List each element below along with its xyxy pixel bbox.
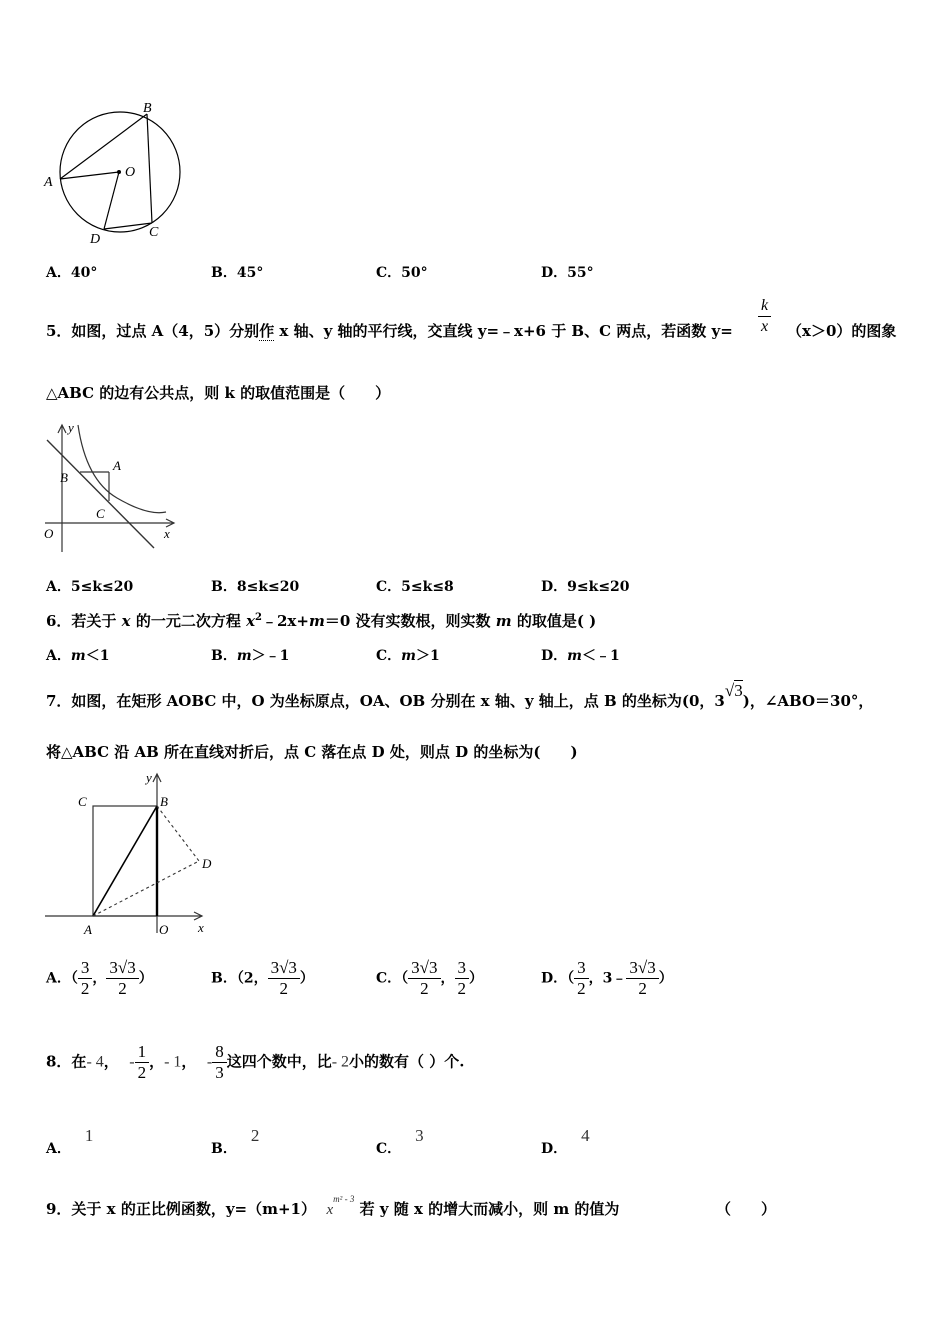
frac-num: 3 xyxy=(455,958,470,979)
q8-frac-4 xyxy=(212,1042,227,1083)
frac-den: 2 xyxy=(638,979,647,998)
q4-option-a[interactable] xyxy=(46,262,97,282)
option-close: ） xyxy=(658,970,673,987)
option-text: ＜1 xyxy=(85,648,110,664)
frac-num: 8 xyxy=(212,1042,227,1063)
option-letter: C． xyxy=(376,265,402,281)
q6-text-3: ＝0 没有实数根，则实数 xyxy=(324,612,496,630)
option-letter: A． xyxy=(46,1141,71,1157)
frac-den: 3 xyxy=(215,1063,224,1082)
frac-1 xyxy=(574,958,589,999)
q7-text-2: )，∠ABO＝30°， xyxy=(742,692,874,710)
q6-eq-m: m xyxy=(308,612,325,630)
option-letter: C． xyxy=(376,579,402,595)
q6-text-1: 6．若关于 xyxy=(46,612,122,630)
q9-power-base: x xyxy=(326,1202,334,1218)
option-letter: A．（ xyxy=(46,970,78,987)
q5-stem-line1 xyxy=(46,320,733,341)
q8-num-1: - 4 xyxy=(86,1053,104,1071)
option-var: m xyxy=(70,648,86,664)
q5-option-b[interactable] xyxy=(211,576,299,596)
option-text: 55° xyxy=(567,265,594,281)
frac-num: 3√3 xyxy=(106,958,138,979)
q6-eq-x: x xyxy=(246,612,256,630)
frac-1 xyxy=(408,958,440,999)
q8-stem xyxy=(46,1042,465,1083)
q5-suffix: （x＞0）的图象 xyxy=(787,322,897,340)
option-text: ＞﹣1 xyxy=(251,648,290,664)
q4-option-b[interactable] xyxy=(211,262,263,282)
frac-2 xyxy=(626,958,658,999)
label-a: A xyxy=(113,458,121,473)
option-value: 2 xyxy=(250,1126,260,1145)
option-text: ＞1 xyxy=(415,648,440,664)
option-text: 8≤k≤20 xyxy=(236,579,300,595)
q7-option-d[interactable] xyxy=(541,958,673,999)
option-text: 5≤k≤8 xyxy=(401,579,454,595)
q8-comma-1: ， xyxy=(103,1052,119,1071)
q5-option-a[interactable] xyxy=(46,576,133,596)
option-close: ） xyxy=(469,970,483,987)
q8-option-b[interactable] xyxy=(211,1126,260,1157)
option-close: ） xyxy=(299,970,314,987)
option-sep: ， xyxy=(440,970,455,987)
option-var: m xyxy=(236,648,252,664)
q6-option-a[interactable] xyxy=(46,645,109,665)
label-b: B xyxy=(60,470,68,485)
option-var: m xyxy=(401,648,416,664)
option-letter: D． xyxy=(541,1141,568,1157)
q6-eq-rest: ﹣2x+ xyxy=(262,612,309,630)
option-value: 4 xyxy=(581,1126,590,1145)
option-text: 5≤k≤20 xyxy=(70,579,134,595)
frac-num: 1 xyxy=(135,1042,150,1063)
frac-denominator: x xyxy=(761,318,769,335)
frac-den: 2 xyxy=(80,979,90,998)
line-bc xyxy=(47,440,154,548)
frac-den: 2 xyxy=(118,979,127,998)
q8-text-3: 小的数有（ ）个. xyxy=(349,1052,465,1071)
option-letter: C． xyxy=(376,648,402,664)
option-letter: B． xyxy=(211,1141,237,1157)
frac-num: 3√3 xyxy=(626,958,658,979)
q8-text-1: 8．在 xyxy=(46,1052,87,1071)
q7-sqrt-radicand: 3 xyxy=(734,681,743,700)
q4-option-d[interactable] xyxy=(541,262,594,282)
frac-1 xyxy=(268,958,300,999)
q8-num-5: - 2 xyxy=(331,1053,350,1071)
option-value: 1 xyxy=(84,1126,94,1145)
label-a: A xyxy=(44,175,53,190)
q6-var-m: m xyxy=(495,612,512,630)
label-d: D xyxy=(90,232,101,247)
q8-sign-2: - xyxy=(129,1053,135,1071)
q4-option-c[interactable] xyxy=(376,262,428,282)
q5-graph xyxy=(42,420,180,555)
segment-bc xyxy=(147,114,152,223)
option-letter: C． xyxy=(376,1141,402,1157)
q7-option-b[interactable] xyxy=(211,958,314,999)
label-o: O xyxy=(44,526,54,541)
q7-graph xyxy=(42,768,222,943)
frac-den: 2 xyxy=(577,979,586,998)
label-b: B xyxy=(160,794,168,809)
option-letter: D． xyxy=(541,579,568,595)
frac-den: 2 xyxy=(279,979,288,998)
q5-text-a: 5．如图，过点 A（4，5）分别 xyxy=(46,322,260,340)
option-value: 3 xyxy=(415,1126,424,1145)
label-x: x xyxy=(164,526,170,541)
q5-text-zuo: 作 xyxy=(259,322,275,340)
q7-stem-line1 xyxy=(46,681,874,711)
frac-den: 2 xyxy=(457,979,466,998)
option-letter: A． xyxy=(46,648,71,664)
q6-text-4: 的取值是( ) xyxy=(511,612,597,630)
q8-frac-2 xyxy=(135,1042,150,1083)
q5-stem-line2: △ABC 的边有公共点，则 k 的取值范围是（ ） xyxy=(46,384,391,402)
option-letter: D．（ xyxy=(541,970,575,987)
frac-num: 3 xyxy=(78,958,93,979)
option-text: 50° xyxy=(401,265,428,281)
option-text: ＜﹣1 xyxy=(581,648,620,664)
q6-eq-sup: 2 xyxy=(255,612,262,623)
option-letter: D． xyxy=(541,648,568,664)
option-letter: B． xyxy=(211,579,237,595)
frac-numerator: k xyxy=(758,296,771,317)
dashed-bd xyxy=(157,806,199,861)
q6-option-d[interactable] xyxy=(541,645,620,665)
option-letter: B． xyxy=(211,648,237,664)
option-letter: A． xyxy=(46,265,71,281)
q5-fraction xyxy=(758,296,771,337)
q7-stem-line2: 将△ABC 沿 AB 所在直线对折后，点 C 落在点 D 处，则点 D 的坐标为( ) xyxy=(46,743,578,761)
q9-stem xyxy=(46,1194,620,1219)
q5-option-c[interactable] xyxy=(376,576,454,596)
option-letter: C．（ xyxy=(376,970,409,987)
q6-text-2: 的一元二次方程 xyxy=(130,612,247,630)
q8-option-d[interactable] xyxy=(541,1126,590,1157)
frac-den: 2 xyxy=(137,1063,147,1082)
q8-option-a[interactable] xyxy=(46,1126,94,1157)
frac-den: 2 xyxy=(420,979,429,998)
q6-stem xyxy=(46,610,596,631)
label-o: O xyxy=(125,165,136,180)
q8-text-2: 这四个数中，比 xyxy=(226,1052,332,1071)
label-b: B xyxy=(143,101,152,116)
circle-figure xyxy=(40,98,190,248)
option-letter: B．（2， xyxy=(211,970,268,987)
option-letter: D． xyxy=(541,265,568,281)
q7-sqrt: √3 xyxy=(724,681,743,700)
option-letter: B． xyxy=(211,265,237,281)
label-c: C xyxy=(149,225,159,240)
frac-num: 3√3 xyxy=(408,958,440,979)
hyperbola-curve xyxy=(78,425,166,513)
frac-2 xyxy=(455,958,470,999)
q8-num-3: - 1 xyxy=(164,1053,182,1071)
option-letter: A． xyxy=(46,579,71,595)
q6-option-b[interactable] xyxy=(211,645,289,665)
option-text: 45° xyxy=(236,265,264,281)
q9-power-exponent: m² - 3 xyxy=(333,1194,355,1204)
q5-text-b: x 轴、y 轴的平行线，交直线 y=﹣x+6 于 B、C 两点，若函数 y= xyxy=(274,322,733,340)
label-d: D xyxy=(202,856,212,871)
label-y: y xyxy=(68,420,74,435)
q6-var-x: x xyxy=(121,612,131,630)
q8-sign-4: - xyxy=(206,1053,213,1071)
label-o: O xyxy=(159,922,169,937)
q7-option-a[interactable] xyxy=(46,958,153,999)
q5-option-d[interactable] xyxy=(541,576,630,596)
q7-text-1: 7．如图，在矩形 AOBC 中，O 为坐标原点，OA、OB 分别在 x 轴、y 轴上，点 B 的坐标为(0，3 xyxy=(46,692,725,710)
label-c: C xyxy=(78,794,87,809)
segment-od xyxy=(104,172,119,229)
option-close: ） xyxy=(138,970,153,987)
q8-comma-2: ， xyxy=(149,1052,165,1071)
label-a: A xyxy=(84,922,92,937)
option-sep: ，3﹣ xyxy=(588,970,627,987)
option-text: 9≤k≤20 xyxy=(567,579,630,595)
q9-text-1: 9．关于 x 的正比例函数，y=（m+1） xyxy=(46,1200,316,1218)
label-y: y xyxy=(146,770,152,785)
option-sep: ， xyxy=(92,970,107,987)
option-text: 40° xyxy=(70,265,98,281)
q8-option-c[interactable] xyxy=(376,1126,424,1157)
label-c: C xyxy=(96,506,105,521)
frac-1 xyxy=(78,958,93,999)
q9-text-2: 若 y 随 x 的增大而减小，则 m 的值为 xyxy=(359,1200,620,1218)
q7-option-c[interactable] xyxy=(376,958,483,999)
frac-num: 3√3 xyxy=(268,958,300,979)
center-point xyxy=(117,170,121,174)
q8-comma-3: ， xyxy=(181,1052,197,1071)
q9-answer-paren: （ ） xyxy=(716,1200,777,1218)
q6-option-c[interactable] xyxy=(376,645,440,665)
label-x: x xyxy=(198,920,204,935)
option-var: m xyxy=(567,648,582,664)
frac-num: 3 xyxy=(574,958,589,979)
frac-2 xyxy=(106,958,138,999)
